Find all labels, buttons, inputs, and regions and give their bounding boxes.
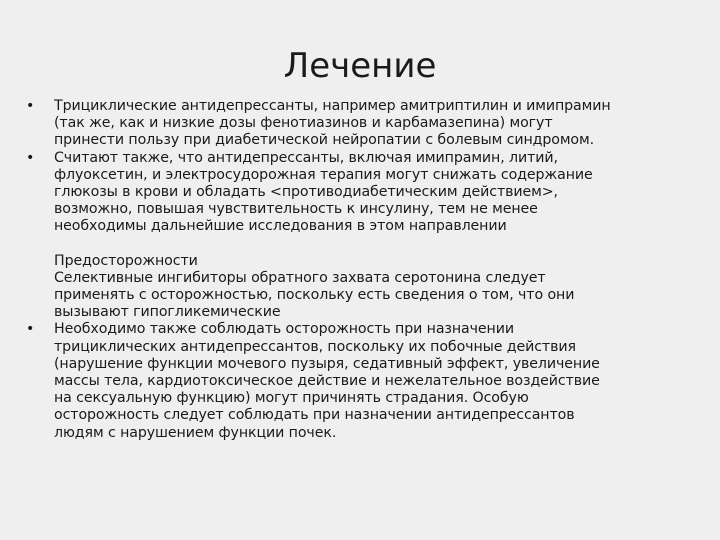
bullet-text: Трициклические антидепрессанты, например амитриптилин и имипрамин (так же, как и низкие дозы фенотиазинов и карбамазепина) могут принести пользу при диабетической нейропатии с болевым синдромом. bbox=[54, 98, 611, 149]
bullet-text: Считают также, что антидепрессанты, включая имипрамин, литий, флуоксетин, и электросудорожная терапия могут снижать содержание глюкозы в крови и обладать <противодиабетическим действием>, возможно, повышая чувствительность к инсулину, тем не менее необходимы дальнейшие исследования в этом направлении bbox=[54, 149, 593, 235]
bullet-item-1 bbox=[24, 98, 704, 150]
precautions-block bbox=[24, 253, 704, 322]
bullet-text: Необходимо также соблюдать осторожность при назначении трициклических антидепрессантов, поскольку их побочные действия (нарушение функции мочевого пузыря, седативный эффект, увеличение массы тела, кардиотоксическое действие и нежелательное воздействие на сексуальную функцию) могут причинять страдания. Особую осторожность следует соблюдать при назначении антидепрессантов людям с нарушением функции почек. bbox=[54, 321, 600, 441]
bullet-dot-icon: • bbox=[26, 321, 35, 338]
slide-title: Лечение bbox=[283, 46, 437, 86]
spacer bbox=[24, 236, 704, 253]
bullet-item-2 bbox=[24, 150, 704, 236]
slide-body bbox=[24, 98, 704, 442]
bullet-item-3 bbox=[24, 321, 704, 441]
bullet-dot-icon: • bbox=[26, 98, 35, 114]
precautions-text: Предосторожности Селективные ингибиторы обратного захвата серотонина следует применять с осторожностью, поскольку есть сведения о том, что они вызывают гипогликемические bbox=[54, 252, 575, 321]
bullet-dot-icon: • bbox=[26, 149, 35, 166]
